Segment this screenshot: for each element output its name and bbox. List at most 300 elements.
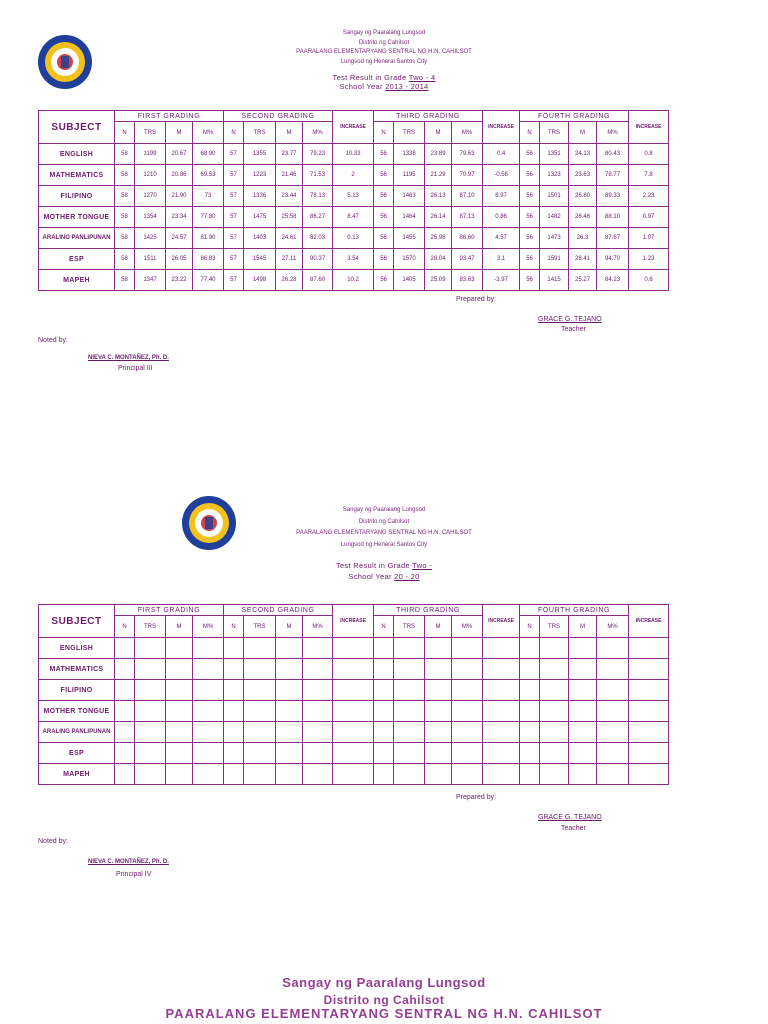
table-cell: -0.56 bbox=[483, 165, 520, 186]
subject-cell: MAPEH bbox=[39, 270, 115, 291]
table-row bbox=[39, 659, 669, 680]
subject-cell: FILIPINO bbox=[39, 186, 115, 207]
table-cell: 7.8 bbox=[629, 165, 669, 186]
title-line bbox=[0, 73, 768, 82]
table-cell: 26.3 bbox=[569, 228, 597, 249]
table-cell: 58 bbox=[115, 207, 135, 228]
table-cell: 1338 bbox=[394, 144, 425, 165]
table-row bbox=[39, 680, 669, 701]
table-cell bbox=[224, 638, 244, 659]
col-n: N bbox=[115, 122, 135, 144]
table-cell bbox=[135, 638, 166, 659]
table-cell bbox=[333, 764, 374, 785]
table-cell bbox=[115, 638, 135, 659]
table-cell bbox=[244, 743, 276, 764]
table-cell: 21.46 bbox=[276, 165, 303, 186]
table-cell bbox=[425, 659, 452, 680]
table-cell: 1455 bbox=[394, 228, 425, 249]
col-m-percent: M% bbox=[303, 122, 333, 144]
title-prefix: Test Result in Grade bbox=[335, 561, 410, 570]
table-cell bbox=[425, 680, 452, 701]
table-cell bbox=[629, 764, 669, 785]
increase-header: INCREASE bbox=[483, 111, 520, 144]
table-cell: 56 bbox=[520, 144, 540, 165]
col-trs: TRS bbox=[394, 122, 425, 144]
header-line-2: Distrito ng Cahilsot bbox=[358, 518, 410, 525]
subject-cell: ARALING PANLIPUNAN bbox=[39, 722, 115, 743]
table-cell: 1498 bbox=[244, 270, 276, 291]
table-cell: 20.67 bbox=[166, 144, 193, 165]
table-cell bbox=[597, 638, 629, 659]
table-cell bbox=[166, 701, 193, 722]
col-n: N bbox=[520, 122, 540, 144]
header-line-1: Sangay ng Paaralang Lungsod bbox=[342, 507, 426, 513]
table-row bbox=[39, 207, 669, 228]
table-cell bbox=[374, 680, 394, 701]
table-cell bbox=[333, 638, 374, 659]
col-n: N bbox=[374, 122, 394, 144]
table-cell bbox=[483, 638, 520, 659]
table-cell: 57 bbox=[224, 207, 244, 228]
table-cell: 1.07 bbox=[629, 228, 669, 249]
table-cell bbox=[394, 701, 425, 722]
table-cell bbox=[569, 701, 597, 722]
table-cell: 56 bbox=[374, 144, 394, 165]
table-cell bbox=[425, 701, 452, 722]
table-cell bbox=[629, 680, 669, 701]
table-cell: 1415 bbox=[540, 270, 569, 291]
table-cell: 23.22 bbox=[166, 270, 193, 291]
increase-header: INCREASE bbox=[483, 605, 520, 638]
table-cell: 87.13 bbox=[452, 207, 483, 228]
table-cell bbox=[520, 701, 540, 722]
table-cell: 58 bbox=[115, 144, 135, 165]
table-cell bbox=[224, 764, 244, 785]
col-m: M bbox=[425, 616, 452, 638]
table-cell bbox=[569, 638, 597, 659]
table-cell bbox=[135, 743, 166, 764]
table-cell bbox=[425, 638, 452, 659]
table-cell: 58 bbox=[115, 270, 135, 291]
table-cell bbox=[166, 659, 193, 680]
table-cell bbox=[540, 743, 569, 764]
col-n: N bbox=[224, 122, 244, 144]
principal-title: Principal III bbox=[118, 365, 153, 372]
table-cell bbox=[166, 764, 193, 785]
table-cell: 23.63 bbox=[569, 165, 597, 186]
col-trs: TRS bbox=[135, 616, 166, 638]
table-row bbox=[39, 764, 669, 785]
table-cell bbox=[166, 722, 193, 743]
title-prefix: Test Result in Grade bbox=[332, 73, 407, 82]
table-cell: 1323 bbox=[540, 165, 569, 186]
table-cell: 24.61 bbox=[276, 228, 303, 249]
table-cell: 77.40 bbox=[193, 270, 224, 291]
table-cell bbox=[224, 722, 244, 743]
table-cell: 1464 bbox=[394, 207, 425, 228]
table-cell: 1570 bbox=[394, 249, 425, 270]
subject-cell: MATHEMATICS bbox=[39, 659, 115, 680]
table-cell bbox=[569, 722, 597, 743]
table-cell: 56 bbox=[374, 165, 394, 186]
table-cell: 1425 bbox=[135, 228, 166, 249]
table-cell: 1545 bbox=[244, 249, 276, 270]
footer-header-line-2: Distrito ng Cahilsot bbox=[323, 993, 445, 1007]
table-cell bbox=[193, 659, 224, 680]
table-cell: 71.53 bbox=[303, 165, 333, 186]
header-line-2: Distrito ng Cahilsot bbox=[358, 39, 410, 46]
table-cell: 78.77 bbox=[597, 165, 629, 186]
table-cell bbox=[193, 722, 224, 743]
table-row bbox=[39, 743, 669, 764]
table-cell bbox=[374, 638, 394, 659]
table-cell: 57 bbox=[224, 165, 244, 186]
col-m-percent: M% bbox=[452, 122, 483, 144]
table-cell bbox=[597, 764, 629, 785]
table-cell: 89.33 bbox=[597, 186, 629, 207]
table-row bbox=[39, 186, 669, 207]
table-cell bbox=[520, 680, 540, 701]
table-row bbox=[39, 228, 669, 249]
subject-cell: ESP bbox=[39, 743, 115, 764]
table-cell: 8.97 bbox=[483, 186, 520, 207]
table-cell bbox=[224, 680, 244, 701]
subject-cell: ESP bbox=[39, 249, 115, 270]
table-cell bbox=[452, 659, 483, 680]
table-cell: 23.34 bbox=[166, 207, 193, 228]
table-cell bbox=[597, 743, 629, 764]
table-cell bbox=[276, 743, 303, 764]
col-m-percent: M% bbox=[452, 616, 483, 638]
table-cell: 56 bbox=[520, 270, 540, 291]
grade-value: Two - bbox=[412, 561, 433, 570]
table-cell: 0.97 bbox=[629, 207, 669, 228]
table-cell: 10.2 bbox=[333, 270, 374, 291]
first-grading-header: FIRST GRADING bbox=[115, 111, 224, 122]
table-cell bbox=[394, 764, 425, 785]
table-cell: 1210 bbox=[135, 165, 166, 186]
col-n: N bbox=[224, 616, 244, 638]
table-cell: 73 bbox=[193, 186, 224, 207]
teacher-title: Teacher bbox=[561, 825, 586, 832]
table-cell bbox=[166, 638, 193, 659]
third-grading-header: THIRD GRADING bbox=[374, 605, 483, 616]
table-cell: 68.90 bbox=[193, 144, 224, 165]
table-cell bbox=[483, 680, 520, 701]
noted-by-label: Noted by: bbox=[38, 838, 68, 845]
table-cell: 26.80 bbox=[569, 186, 597, 207]
table-cell: 2 bbox=[333, 165, 374, 186]
table-cell bbox=[374, 743, 394, 764]
table-cell: 57 bbox=[224, 270, 244, 291]
table-cell bbox=[452, 701, 483, 722]
table-cell bbox=[115, 764, 135, 785]
table-cell bbox=[629, 659, 669, 680]
fourth-grading-header: FOURTH GRADING bbox=[520, 111, 629, 122]
table-row bbox=[39, 722, 669, 743]
table-cell: 88.10 bbox=[597, 207, 629, 228]
teacher-name: GRACE G. TEJANO bbox=[538, 814, 602, 821]
subject-cell: MATHEMATICS bbox=[39, 165, 115, 186]
table-cell: 90.37 bbox=[303, 249, 333, 270]
subject-cell: FILIPINO bbox=[39, 680, 115, 701]
col-trs: TRS bbox=[540, 122, 569, 144]
table-cell: 3.54 bbox=[333, 249, 374, 270]
col-trs: TRS bbox=[394, 616, 425, 638]
table-cell bbox=[394, 722, 425, 743]
table-cell: 77.80 bbox=[193, 207, 224, 228]
col-trs: TRS bbox=[135, 122, 166, 144]
table-cell bbox=[276, 701, 303, 722]
table-cell: 10.33 bbox=[333, 144, 374, 165]
table-cell bbox=[425, 743, 452, 764]
table-cell: 93.47 bbox=[452, 249, 483, 270]
title-line bbox=[0, 561, 768, 570]
table-cell: 56 bbox=[520, 186, 540, 207]
school-year-value: 2013 - 2014 bbox=[385, 82, 429, 91]
table-cell bbox=[374, 722, 394, 743]
table-cell: 26.14 bbox=[425, 207, 452, 228]
table-cell: 8.47 bbox=[333, 207, 374, 228]
table-cell: 56 bbox=[520, 165, 540, 186]
table-cell bbox=[540, 659, 569, 680]
table-cell: 57 bbox=[224, 186, 244, 207]
col-trs: TRS bbox=[244, 616, 276, 638]
header-line-1: Sangay ng Paaralang Lungsod bbox=[342, 30, 426, 36]
table-cell: 80.43 bbox=[597, 144, 629, 165]
table-cell bbox=[540, 722, 569, 743]
table-cell: 2.23 bbox=[629, 186, 669, 207]
table-cell bbox=[483, 722, 520, 743]
table-cell: 83.63 bbox=[452, 270, 483, 291]
table-cell: 84.23 bbox=[597, 270, 629, 291]
table-cell bbox=[452, 680, 483, 701]
first-grading-header: FIRST GRADING bbox=[115, 605, 224, 616]
table-cell: 56 bbox=[374, 228, 394, 249]
table-cell: 79.63 bbox=[452, 144, 483, 165]
table-cell: 1591 bbox=[540, 249, 569, 270]
table-cell: 87.67 bbox=[597, 228, 629, 249]
table-cell bbox=[540, 638, 569, 659]
table-cell bbox=[244, 722, 276, 743]
table-cell: 5.13 bbox=[333, 186, 374, 207]
footer-header-line-3: PAARALANG ELEMENTARYANG SENTRAL NG H.N. CAHILSOT bbox=[165, 1006, 603, 1021]
table-cell: 25.98 bbox=[425, 228, 452, 249]
subject-cell: ENGLISH bbox=[39, 638, 115, 659]
table-cell: 1475 bbox=[244, 207, 276, 228]
table-cell: 28.04 bbox=[425, 249, 452, 270]
table-row bbox=[39, 165, 669, 186]
table-cell: 1347 bbox=[135, 270, 166, 291]
col-m-percent: M% bbox=[193, 616, 224, 638]
table-cell: 56 bbox=[520, 207, 540, 228]
table-cell: 87.60 bbox=[303, 270, 333, 291]
table-cell bbox=[629, 638, 669, 659]
results-table bbox=[38, 604, 669, 785]
table-cell bbox=[483, 764, 520, 785]
table-cell bbox=[394, 659, 425, 680]
increase-header: INCREASE bbox=[629, 605, 669, 638]
table-cell: 58 bbox=[115, 165, 135, 186]
table-cell bbox=[303, 764, 333, 785]
table-row bbox=[39, 638, 669, 659]
table-cell: 56 bbox=[374, 270, 394, 291]
subject-header: SUBJECT bbox=[39, 111, 115, 144]
table-cell: 58 bbox=[115, 249, 135, 270]
table-cell bbox=[193, 701, 224, 722]
col-trs: TRS bbox=[244, 122, 276, 144]
table-cell: 0.6 bbox=[629, 270, 669, 291]
col-m: M bbox=[276, 122, 303, 144]
table-cell bbox=[394, 743, 425, 764]
col-n: N bbox=[374, 616, 394, 638]
table-cell: 21.29 bbox=[425, 165, 452, 186]
table-cell bbox=[333, 743, 374, 764]
third-grading-header: THIRD GRADING bbox=[374, 111, 483, 122]
table-cell: 78.13 bbox=[303, 186, 333, 207]
table-cell: 1195 bbox=[394, 165, 425, 186]
table-row bbox=[39, 144, 669, 165]
table-cell bbox=[452, 764, 483, 785]
table-cell bbox=[244, 680, 276, 701]
table-cell bbox=[394, 680, 425, 701]
col-m: M bbox=[166, 616, 193, 638]
table-cell bbox=[276, 764, 303, 785]
table-cell bbox=[629, 722, 669, 743]
table-cell: -3.97 bbox=[483, 270, 520, 291]
table-cell bbox=[333, 680, 374, 701]
table-cell bbox=[520, 743, 540, 764]
col-m: M bbox=[166, 122, 193, 144]
table-cell: 23.44 bbox=[276, 186, 303, 207]
increase-header: INCREASE bbox=[333, 111, 374, 144]
table-cell bbox=[224, 743, 244, 764]
table-cell: 1482 bbox=[540, 207, 569, 228]
subject-cell: MOTHER TONGUE bbox=[39, 701, 115, 722]
table-cell: 58 bbox=[115, 186, 135, 207]
table-cell: 1223 bbox=[244, 165, 276, 186]
table-cell bbox=[303, 638, 333, 659]
table-cell bbox=[597, 680, 629, 701]
increase-header: INCREASE bbox=[629, 111, 669, 144]
table-cell bbox=[276, 680, 303, 701]
table-cell: 1511 bbox=[135, 249, 166, 270]
table-cell bbox=[540, 701, 569, 722]
table-cell bbox=[115, 701, 135, 722]
table-cell: 26.46 bbox=[569, 207, 597, 228]
table-cell: 56 bbox=[374, 186, 394, 207]
table-cell: 87.10 bbox=[452, 186, 483, 207]
principal-name: NIEVA C. MONTAÑEZ, Ph. D. bbox=[88, 859, 169, 865]
table-cell: 25.09 bbox=[425, 270, 452, 291]
school-year-value: 20 - 20 bbox=[394, 572, 420, 581]
principal-name: NIEVA C. MONTAÑEZ, Ph. D. bbox=[88, 355, 169, 361]
col-m: M bbox=[276, 616, 303, 638]
table-cell bbox=[629, 701, 669, 722]
table-cell bbox=[135, 722, 166, 743]
table-cell: 70.97 bbox=[452, 165, 483, 186]
table-cell bbox=[520, 638, 540, 659]
table-cell: 86.60 bbox=[452, 228, 483, 249]
table-cell: 1336 bbox=[244, 186, 276, 207]
subject-cell: ENGLISH bbox=[39, 144, 115, 165]
table-cell bbox=[394, 638, 425, 659]
header-line-3: PAARALANG ELEMENTARYANG SENTRAL NG H.N. CAHILSOT bbox=[296, 49, 472, 55]
header-line-4: Lungsod ng Heneral Santos City bbox=[340, 541, 428, 548]
table-cell bbox=[374, 701, 394, 722]
table-cell bbox=[115, 722, 135, 743]
table-cell: 26.28 bbox=[276, 270, 303, 291]
table-cell: 1355 bbox=[244, 144, 276, 165]
footer-header-line-1: Sangay ng Paaralang Lungsod bbox=[282, 975, 486, 990]
table-cell: 1473 bbox=[540, 228, 569, 249]
table-cell bbox=[303, 722, 333, 743]
table-cell: 24.13 bbox=[569, 144, 597, 165]
col-m-percent: M% bbox=[303, 616, 333, 638]
school-year-line bbox=[0, 82, 768, 91]
table-cell: 94.70 bbox=[597, 249, 629, 270]
grade-value: Two - 4 bbox=[408, 73, 436, 82]
table-cell: 25.58 bbox=[276, 207, 303, 228]
second-grading-header: SECOND GRADING bbox=[224, 605, 333, 616]
table-cell bbox=[520, 722, 540, 743]
table-cell bbox=[452, 722, 483, 743]
table-cell bbox=[115, 743, 135, 764]
table-cell: 1199 bbox=[135, 144, 166, 165]
table-row bbox=[39, 270, 669, 291]
table-cell bbox=[374, 659, 394, 680]
table-cell: 23.89 bbox=[425, 144, 452, 165]
table-cell: 1403 bbox=[244, 228, 276, 249]
table-cell: 1405 bbox=[394, 270, 425, 291]
header-line-3: PAARALANG ELEMENTARYANG SENTRAL NG H.N. CAHILSOT bbox=[296, 530, 472, 536]
table-cell bbox=[540, 764, 569, 785]
table-cell bbox=[569, 743, 597, 764]
table-cell bbox=[629, 743, 669, 764]
table-cell bbox=[333, 722, 374, 743]
subject-cell: ARALING PANLIPUNAN bbox=[39, 228, 115, 249]
table-cell: 82.03 bbox=[303, 228, 333, 249]
table-cell: 81.90 bbox=[193, 228, 224, 249]
noted-by-label: Noted by: bbox=[38, 337, 68, 344]
table-cell: 0.13 bbox=[333, 228, 374, 249]
table-cell: 1270 bbox=[135, 186, 166, 207]
table-cell: 56 bbox=[374, 207, 394, 228]
subject-cell: MAPEH bbox=[39, 764, 115, 785]
table-cell: 28.41 bbox=[569, 249, 597, 270]
table-cell: 0.86 bbox=[483, 207, 520, 228]
school-year-label: School Year bbox=[348, 572, 392, 581]
table-cell bbox=[244, 701, 276, 722]
prepared-by-label: Prepared by: bbox=[456, 296, 497, 303]
increase-header: INCREASE bbox=[333, 605, 374, 638]
table-cell bbox=[193, 638, 224, 659]
table-cell bbox=[135, 680, 166, 701]
table-cell bbox=[540, 680, 569, 701]
table-cell bbox=[135, 764, 166, 785]
table-cell: 1.23 bbox=[629, 249, 669, 270]
header-line-4: Lungsod ng Heneral Santos City bbox=[340, 58, 428, 65]
table-cell: 56 bbox=[520, 249, 540, 270]
table-cell bbox=[333, 659, 374, 680]
table-cell: 57 bbox=[224, 249, 244, 270]
table-cell: 1463 bbox=[394, 186, 425, 207]
principal-title: Principal IV bbox=[116, 871, 152, 878]
table-cell bbox=[244, 659, 276, 680]
table-cell: 21.90 bbox=[166, 186, 193, 207]
col-m: M bbox=[425, 122, 452, 144]
table-cell bbox=[425, 722, 452, 743]
